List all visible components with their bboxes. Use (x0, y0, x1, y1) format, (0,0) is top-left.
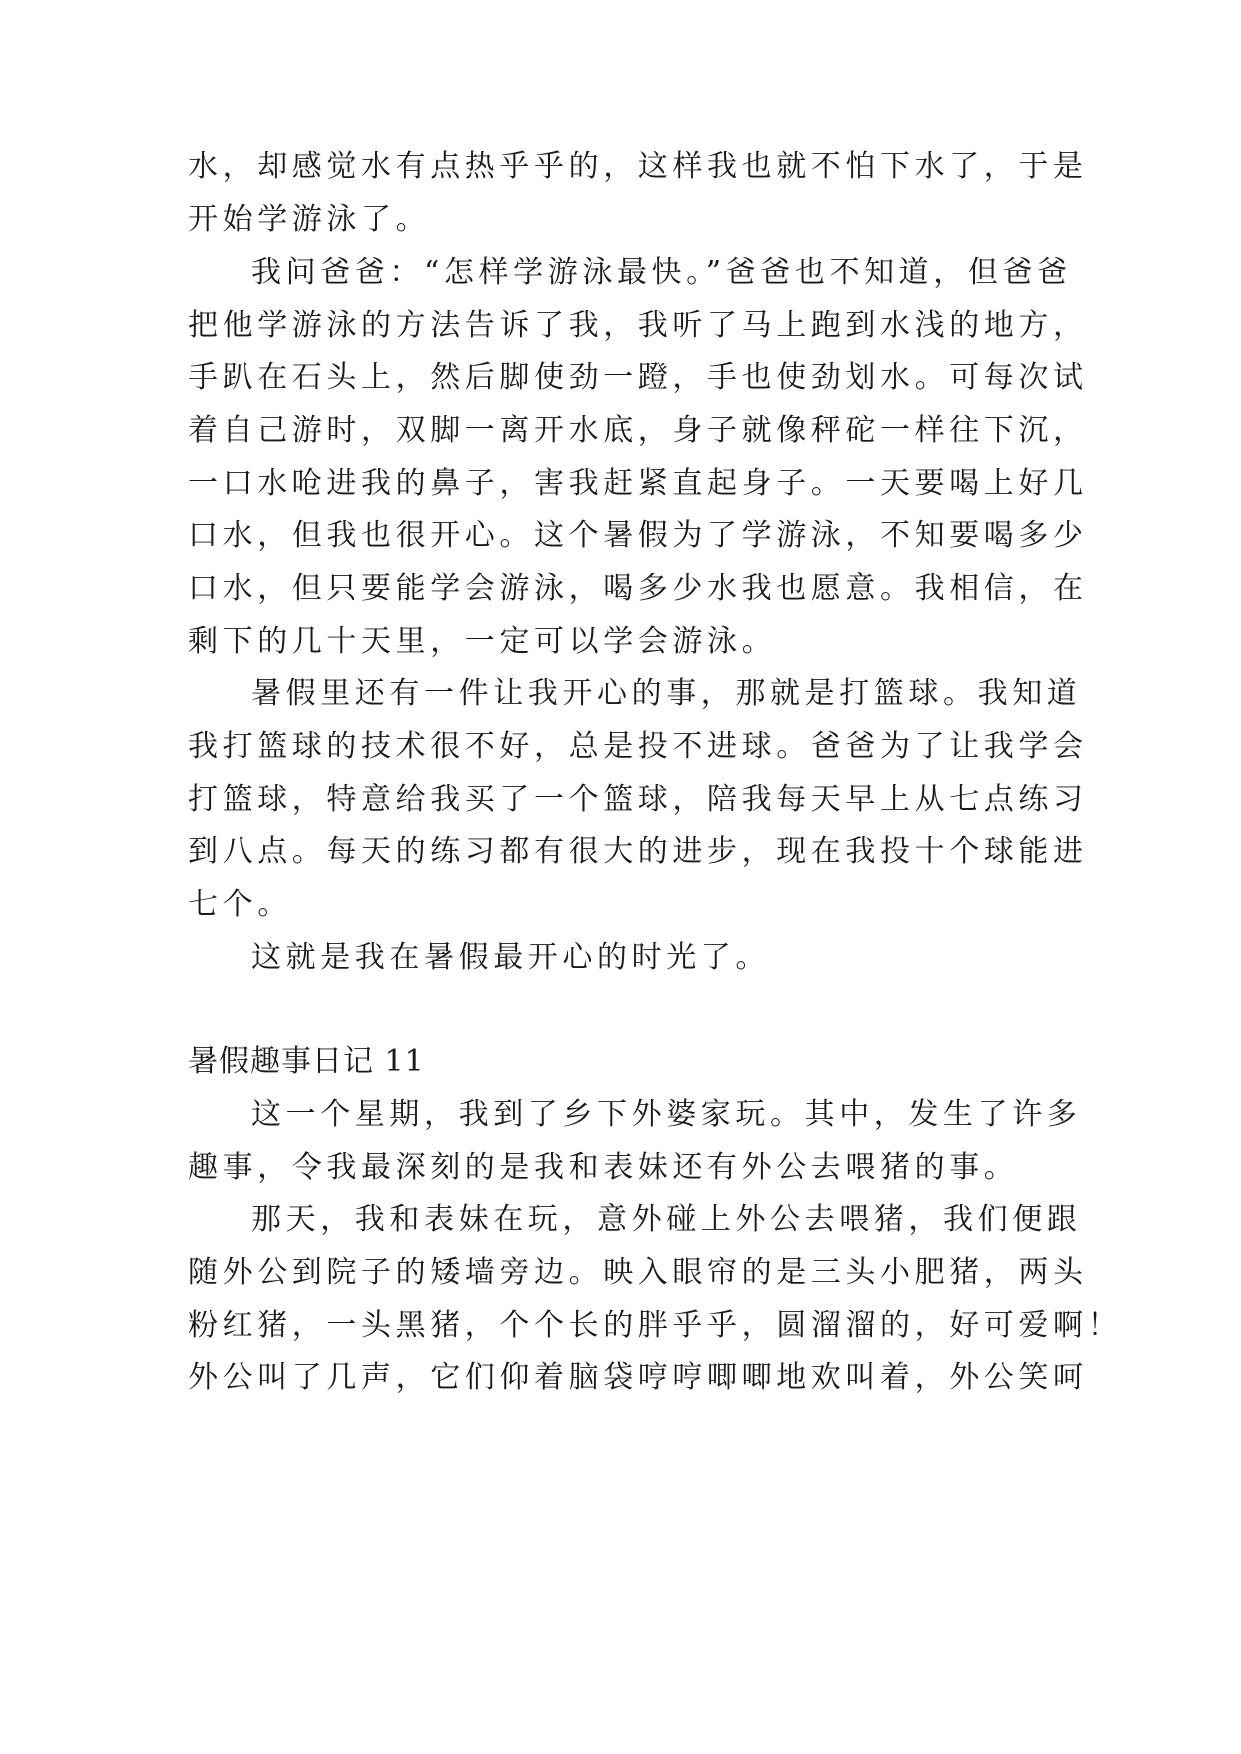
text-line: 把他学游泳的方法告诉了我，我听了马上跑到水浅的地方， (188, 308, 1088, 343)
text-line: 打篮球，特意给我买了一个篮球，陪我每天早上从七点练习 (188, 782, 1088, 817)
text-line: 剩下的几十天里，一定可以学会游泳。 (188, 624, 777, 659)
section-title: 暑假趣事日记 11 (188, 1044, 425, 1079)
text-line: 一口水呛进我的鼻子，害我赶紧直起身子。一天要喝上好几 (188, 466, 1088, 501)
paragraph-first-line: 这一个星期，我到了乡下外婆家玩。其中，发生了许多 (251, 1097, 1082, 1132)
text-line: 趣事，令我最深刻的是我和表妹还有外公去喂猪的事。 (188, 1150, 1019, 1185)
text-line: 手趴在石头上，然后脚使劲一蹬，手也使劲划水。可每次试 (188, 360, 1088, 395)
text-line: 开始学游泳了。 (188, 202, 431, 237)
text-line: 七个。 (188, 887, 292, 922)
paragraph-first-line: 这就是我在暑假最开心的时光了。 (251, 940, 770, 975)
paragraph-first-line: 暑假里还有一件让我开心的事，那就是打篮球。我知道 (251, 676, 1082, 711)
text-line: 到八点。每天的练习都有很大的进步，现在我投十个球能进 (188, 834, 1088, 869)
text-line: 外公叫了几声，它们仰着脑袋哼哼唧唧地欢叫着，外公笑呵 (188, 1360, 1088, 1395)
text-line: 口水，但只要能学会游泳，喝多少水我也愿意。我相信，在 (188, 571, 1088, 606)
paragraph-first-line: 我问爸爸：“怎样学游泳最快。”爸爸也不知道，但爸爸 (251, 255, 1072, 290)
text-line: 着自己游时，双脚一离开水底，身子就像秤砣一样往下沉， (188, 413, 1088, 448)
text-line: 水，却感觉水有点热乎乎的，这样我也就不怕下水了，于是 (188, 149, 1088, 184)
text-line: 粉红猪，一头黑猪，个个长的胖乎乎，圆溜溜的，好可爱啊！ (188, 1308, 1123, 1343)
text-line: 口水，但我也很开心。这个暑假为了学游泳，不知要喝多少 (188, 518, 1088, 553)
text-line: 随外公到院子的矮墙旁边。映入眼帘的是三头小肥猪，两头 (188, 1255, 1088, 1290)
paragraph-first-line: 那天，我和表妹在玩，意外碰上外公去喂猪，我们便跟 (251, 1202, 1082, 1237)
text-line: 我打篮球的技术很不好，总是投不进球。爸爸为了让我学会 (188, 729, 1088, 764)
